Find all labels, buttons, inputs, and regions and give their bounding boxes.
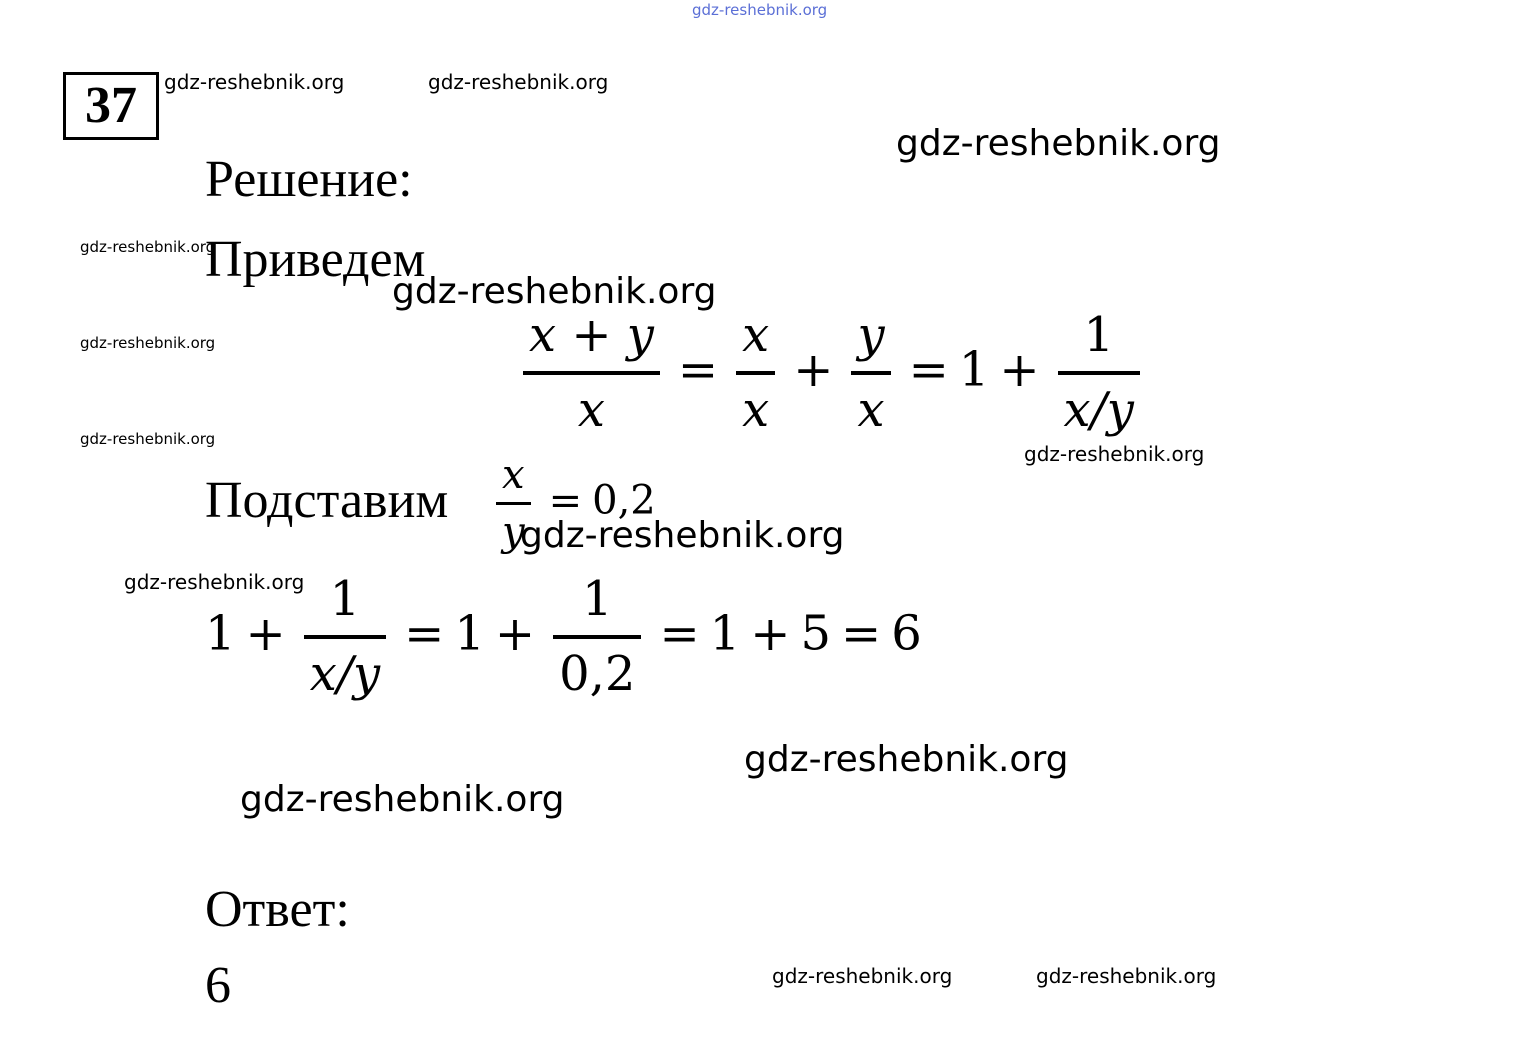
equals-sign: = bbox=[840, 605, 882, 662]
denominator: x bbox=[577, 382, 605, 439]
equation-1 bbox=[515, 308, 1148, 438]
problem-number: 37 bbox=[63, 72, 159, 140]
watermark: gdz-reshebnik.org bbox=[80, 238, 216, 256]
fraction-1 bbox=[304, 572, 386, 702]
plus-sign: + bbox=[793, 341, 834, 398]
watermark: gdz-reshebnik.org bbox=[520, 515, 845, 556]
watermark: gdz-reshebnik.org bbox=[124, 570, 305, 594]
fraction-bar bbox=[304, 635, 386, 639]
plus-sign: + bbox=[494, 605, 536, 662]
equals-sign: = bbox=[908, 341, 949, 398]
watermark: gdz-reshebnik.org bbox=[772, 964, 953, 988]
fraction-bar bbox=[736, 371, 775, 375]
answer-heading: Ответ: bbox=[205, 881, 350, 938]
result: 6 bbox=[891, 605, 922, 662]
substitute-label: Подставим bbox=[205, 472, 449, 529]
denominator: 0,2 bbox=[559, 646, 636, 703]
watermark: gdz-reshebnik.org bbox=[164, 70, 345, 94]
fraction-term-1 bbox=[736, 308, 775, 438]
numerator: 1 bbox=[1083, 307, 1114, 363]
solution-heading: Решение: bbox=[205, 151, 413, 208]
numerator: 1 bbox=[329, 571, 361, 627]
watermark: gdz-reshebnik.org bbox=[80, 334, 216, 352]
fraction-bar bbox=[1058, 371, 1140, 375]
plus-sign: + bbox=[750, 605, 791, 662]
one: 1 bbox=[205, 605, 236, 662]
one: 1 bbox=[958, 341, 990, 398]
watermark: gdz-reshebnik.org bbox=[1036, 964, 1217, 988]
fraction-2 bbox=[553, 572, 641, 702]
one: 1 bbox=[709, 605, 741, 662]
watermark: gdz-reshebnik.org bbox=[80, 430, 216, 448]
plus-sign: + bbox=[245, 605, 286, 662]
numerator: x bbox=[742, 307, 770, 363]
watermark-top: gdz-reshebnik.org bbox=[692, 1, 828, 19]
numerator: x bbox=[502, 452, 525, 498]
equals-sign: = bbox=[404, 605, 445, 662]
watermark: gdz-reshebnik.org bbox=[240, 779, 565, 820]
numerator: y bbox=[857, 307, 885, 363]
plus-sign: + bbox=[999, 341, 1040, 398]
equals-sign: = bbox=[548, 477, 583, 524]
denominator: x/y bbox=[1063, 382, 1134, 439]
fraction-bar bbox=[496, 502, 531, 505]
answer-value: 6 bbox=[205, 957, 231, 1014]
equals-sign: = bbox=[677, 341, 719, 398]
equation-2 bbox=[205, 572, 922, 702]
bring-label: Приведем bbox=[205, 231, 426, 288]
equals-sign: = bbox=[659, 605, 700, 662]
fraction-term-3 bbox=[1058, 308, 1140, 438]
watermark: gdz-reshebnik.org bbox=[1024, 442, 1205, 466]
ratio-fraction bbox=[496, 452, 531, 555]
numerator: 1 bbox=[582, 571, 613, 627]
fraction-term-2 bbox=[851, 308, 890, 438]
five: 5 bbox=[800, 605, 831, 662]
fraction-bar bbox=[523, 371, 660, 375]
one: 1 bbox=[454, 605, 485, 662]
numerator: x + y bbox=[529, 307, 654, 363]
fraction-lhs bbox=[523, 308, 660, 438]
denominator: x bbox=[857, 382, 885, 439]
denominator: x/y bbox=[309, 646, 381, 703]
denominator: y bbox=[502, 509, 525, 555]
substitution-value: 0,2 bbox=[592, 477, 656, 524]
fraction-bar bbox=[553, 635, 641, 639]
fraction-bar bbox=[851, 371, 890, 375]
watermark: gdz-reshebnik.org bbox=[392, 271, 717, 312]
watermark: gdz-reshebnik.org bbox=[744, 739, 1069, 780]
denominator: x bbox=[742, 382, 770, 439]
substitution-expression bbox=[488, 452, 656, 555]
watermark: gdz-reshebnik.org bbox=[896, 123, 1221, 164]
watermark: gdz-reshebnik.org bbox=[428, 70, 609, 94]
